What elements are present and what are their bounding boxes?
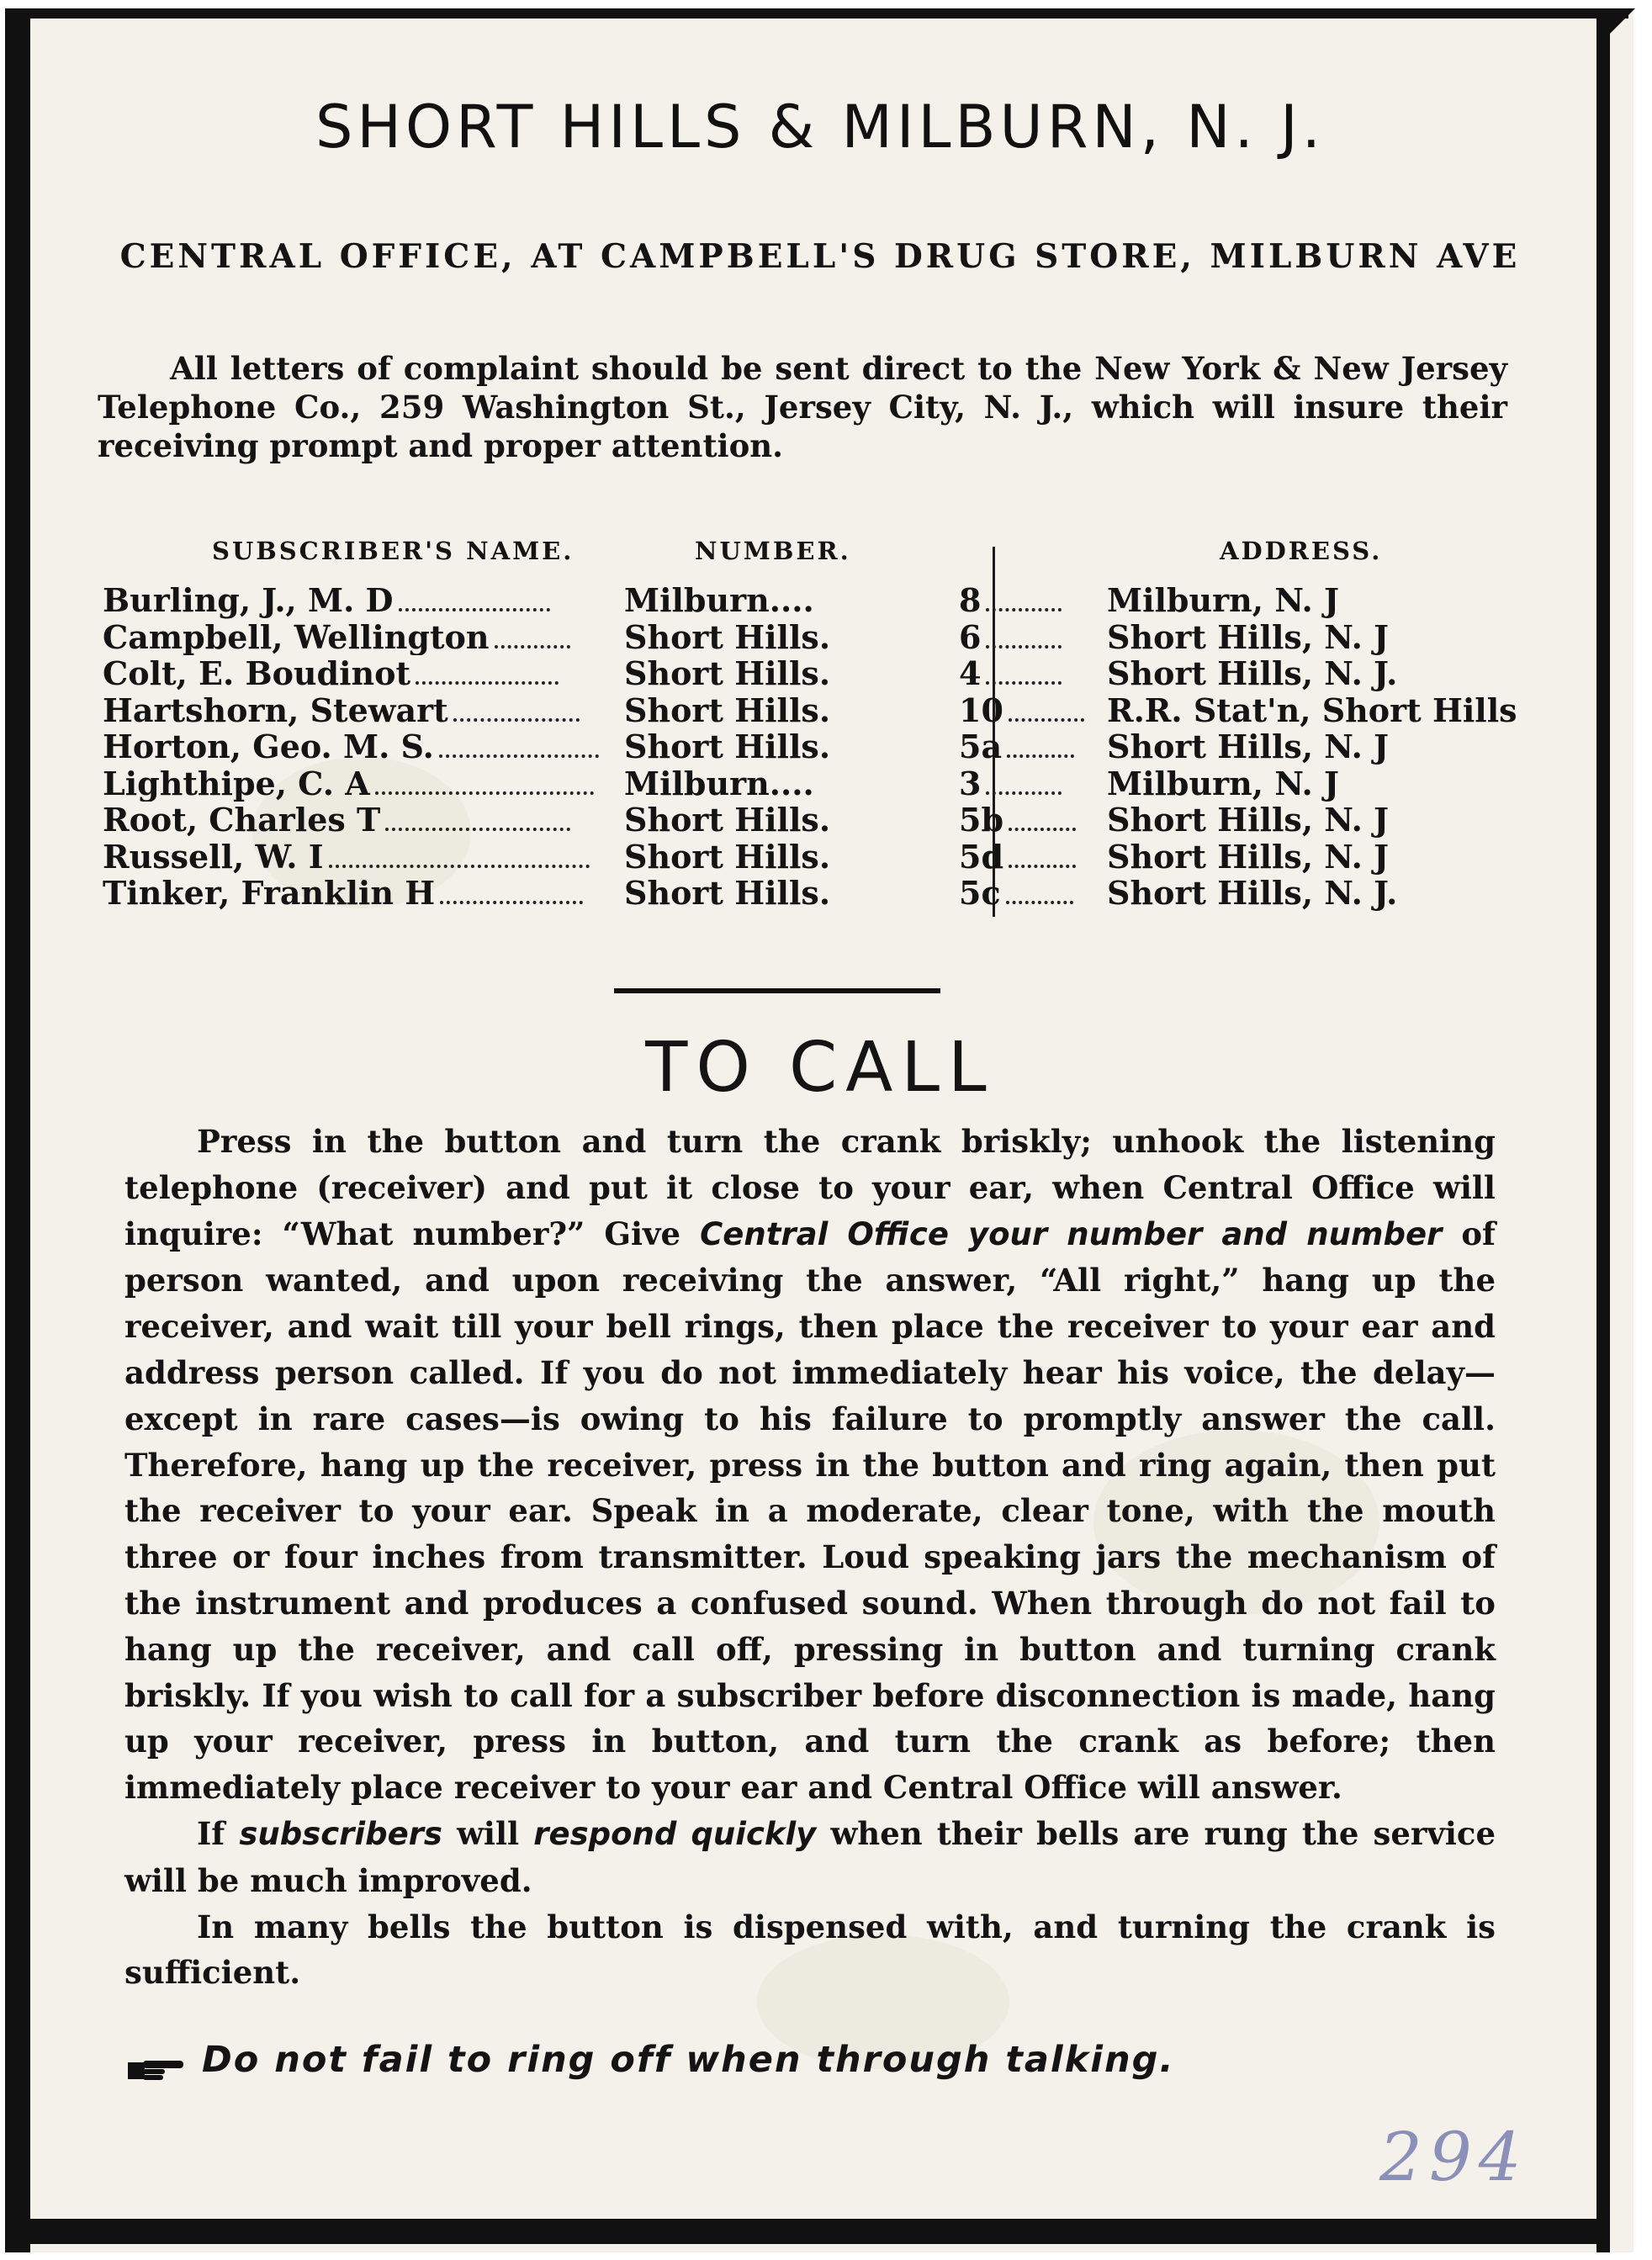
subscriber-name: Tinker, Franklin H — [103, 875, 436, 912]
header-address: ADDRESS. — [1220, 537, 1383, 565]
subscriber-exchange: Short Hills. — [624, 618, 831, 655]
directory-row — [103, 619, 1516, 656]
directory-row — [103, 582, 1516, 619]
directory-row — [103, 765, 1516, 802]
subscriber-number: 10 — [959, 691, 1003, 728]
border-right — [1596, 8, 1610, 2252]
pointing-hand-icon — [128, 2050, 187, 2075]
border-top — [5, 8, 1628, 19]
document-title: SHORT HILLS & MILBURN, N. J. — [315, 93, 1326, 161]
final-note — [128, 2039, 1175, 2081]
subscriber-number: 6 — [959, 618, 982, 655]
instruction-paragraph — [124, 1811, 1496, 1904]
calling-instructions — [124, 1119, 1496, 1996]
subscriber-name: Russell, W. I — [103, 838, 324, 875]
subscriber-number: 5a — [959, 728, 1003, 765]
border-corner — [1610, 8, 1635, 34]
subscriber-exchange: Short Hills. — [624, 728, 831, 765]
subscriber-name: Colt, E. Boudinot — [103, 655, 411, 692]
subscriber-exchange: Short Hills. — [624, 691, 831, 728]
subscriber-address: Short Hills, N. J — [1107, 618, 1390, 655]
section-rule — [614, 988, 940, 993]
border-left — [5, 8, 30, 2252]
subscriber-address: Milburn, N. J — [1107, 765, 1339, 802]
directory-row — [103, 875, 1516, 912]
subscriber-name: Hartshorn, Stewart — [103, 691, 448, 728]
border-bottom — [5, 2219, 1610, 2244]
instruction-paragraph: In many bells the button is dispensed with, and turning the crank is sufficient. — [124, 1908, 1496, 1992]
subscriber-name: Lighthipe, C. A — [103, 765, 370, 802]
instruction-emphasis: Central Office your number and number — [700, 1215, 1443, 1252]
subscriber-name: Horton, Geo. M. S. — [103, 728, 434, 765]
subscriber-name: Campbell, Wellington — [103, 618, 490, 655]
directory-row — [103, 655, 1516, 692]
instruction-paragraph — [124, 1119, 1496, 1811]
subscriber-number: 4 — [959, 655, 982, 692]
ring-off-reminder: Do not fail to ring off when through talking. — [202, 2039, 1175, 2081]
subscriber-exchange: Short Hills. — [624, 838, 831, 875]
subscriber-address: Short Hills, N. J — [1107, 802, 1390, 839]
directory-row — [103, 728, 1516, 765]
instruction-text: If — [197, 1814, 225, 1852]
subscriber-address: Short Hills, N. J. — [1107, 655, 1398, 692]
subscriber-exchange: Short Hills. — [624, 875, 831, 912]
subscriber-number: 3 — [959, 765, 982, 802]
instruction-text: when their bells are rung the service will be much improved. — [124, 1814, 1496, 1899]
central-office-line: CENTRAL OFFICE, AT CAMPBELL'S DRUG STORE, MILBURN AVE — [119, 237, 1521, 276]
directory-row — [103, 802, 1516, 839]
subscriber-address: Short Hills, N. J — [1107, 838, 1390, 875]
directory-row — [103, 839, 1516, 876]
subscriber-directory — [103, 582, 1516, 912]
instruction-emphasis: subscribers — [239, 1815, 442, 1852]
handwritten-page-number: 294 — [1379, 2118, 1528, 2196]
instruction-text: Press in the button and turn the crank briskly; unhook the listening telephone (receiver) and put it close to your ear, when Central Office will inquire: “What number?” Give — [124, 1123, 1496, 1252]
subscriber-exchange: Milburn.... — [624, 582, 814, 619]
header-subscriber-name: SUBSCRIBER'S NAME. — [212, 537, 574, 565]
instruction-text: will — [457, 1814, 520, 1852]
subscriber-exchange: Milburn.... — [624, 765, 814, 802]
instruction-emphasis: respond quickly — [533, 1815, 817, 1852]
to-call-heading: TO CALL — [645, 1028, 995, 1108]
subscriber-name: Burling, J., M. D — [103, 582, 394, 619]
subscriber-address: R.R. Stat'n, Short Hills — [1107, 691, 1517, 728]
subscriber-exchange: Short Hills. — [624, 802, 831, 839]
subscriber-number: 5b — [959, 802, 1004, 839]
subscriber-name: Root, Charles T — [103, 802, 381, 839]
subscriber-number: 5d — [959, 838, 1004, 875]
header-number: NUMBER. — [695, 537, 851, 565]
subscriber-address: Short Hills, N. J — [1107, 728, 1390, 765]
instruction-text: of person wanted, and upon receiving the answer, “All right,” hang up the receiver, and wait till your bell rings, then place the receiver to your ear and address person called. If you do not immediately hear his voice, the delay—except in rare cases—is owing to his failure to promptly answer the call. Therefore, hang up the receiver, press in the button and ring again, then put the receiver to your ear. Speak in a moderate, clear tone, with the mouth three or four inches from transmitter. Loud speaking jars the mechanism of the instrument and produces a confused sound. When through do not fail to hang up the receiver, and call off, pressing in button and turning crank briskly. If you wish to call for a subscriber before disconnection is made, hang up your receiver, press in button, and turn the crank as before; then immediately place receiver to your ear and Central Office will answer. — [124, 1215, 1496, 1807]
directory-row — [103, 692, 1516, 729]
complaint-notice: All letters of complaint should be sent direct to the New York & New Jersey Telephone Co., 259 Washington St., Jersey City, N. J., which will insure their receiving prompt and proper attention. — [98, 350, 1507, 464]
subscriber-exchange: Short Hills. — [624, 655, 831, 692]
subscriber-number: 8 — [959, 582, 982, 619]
subscriber-address: Milburn, N. J — [1107, 582, 1339, 619]
subscriber-number: 5c — [959, 875, 1001, 912]
subscriber-address: Short Hills, N. J. — [1107, 875, 1398, 912]
